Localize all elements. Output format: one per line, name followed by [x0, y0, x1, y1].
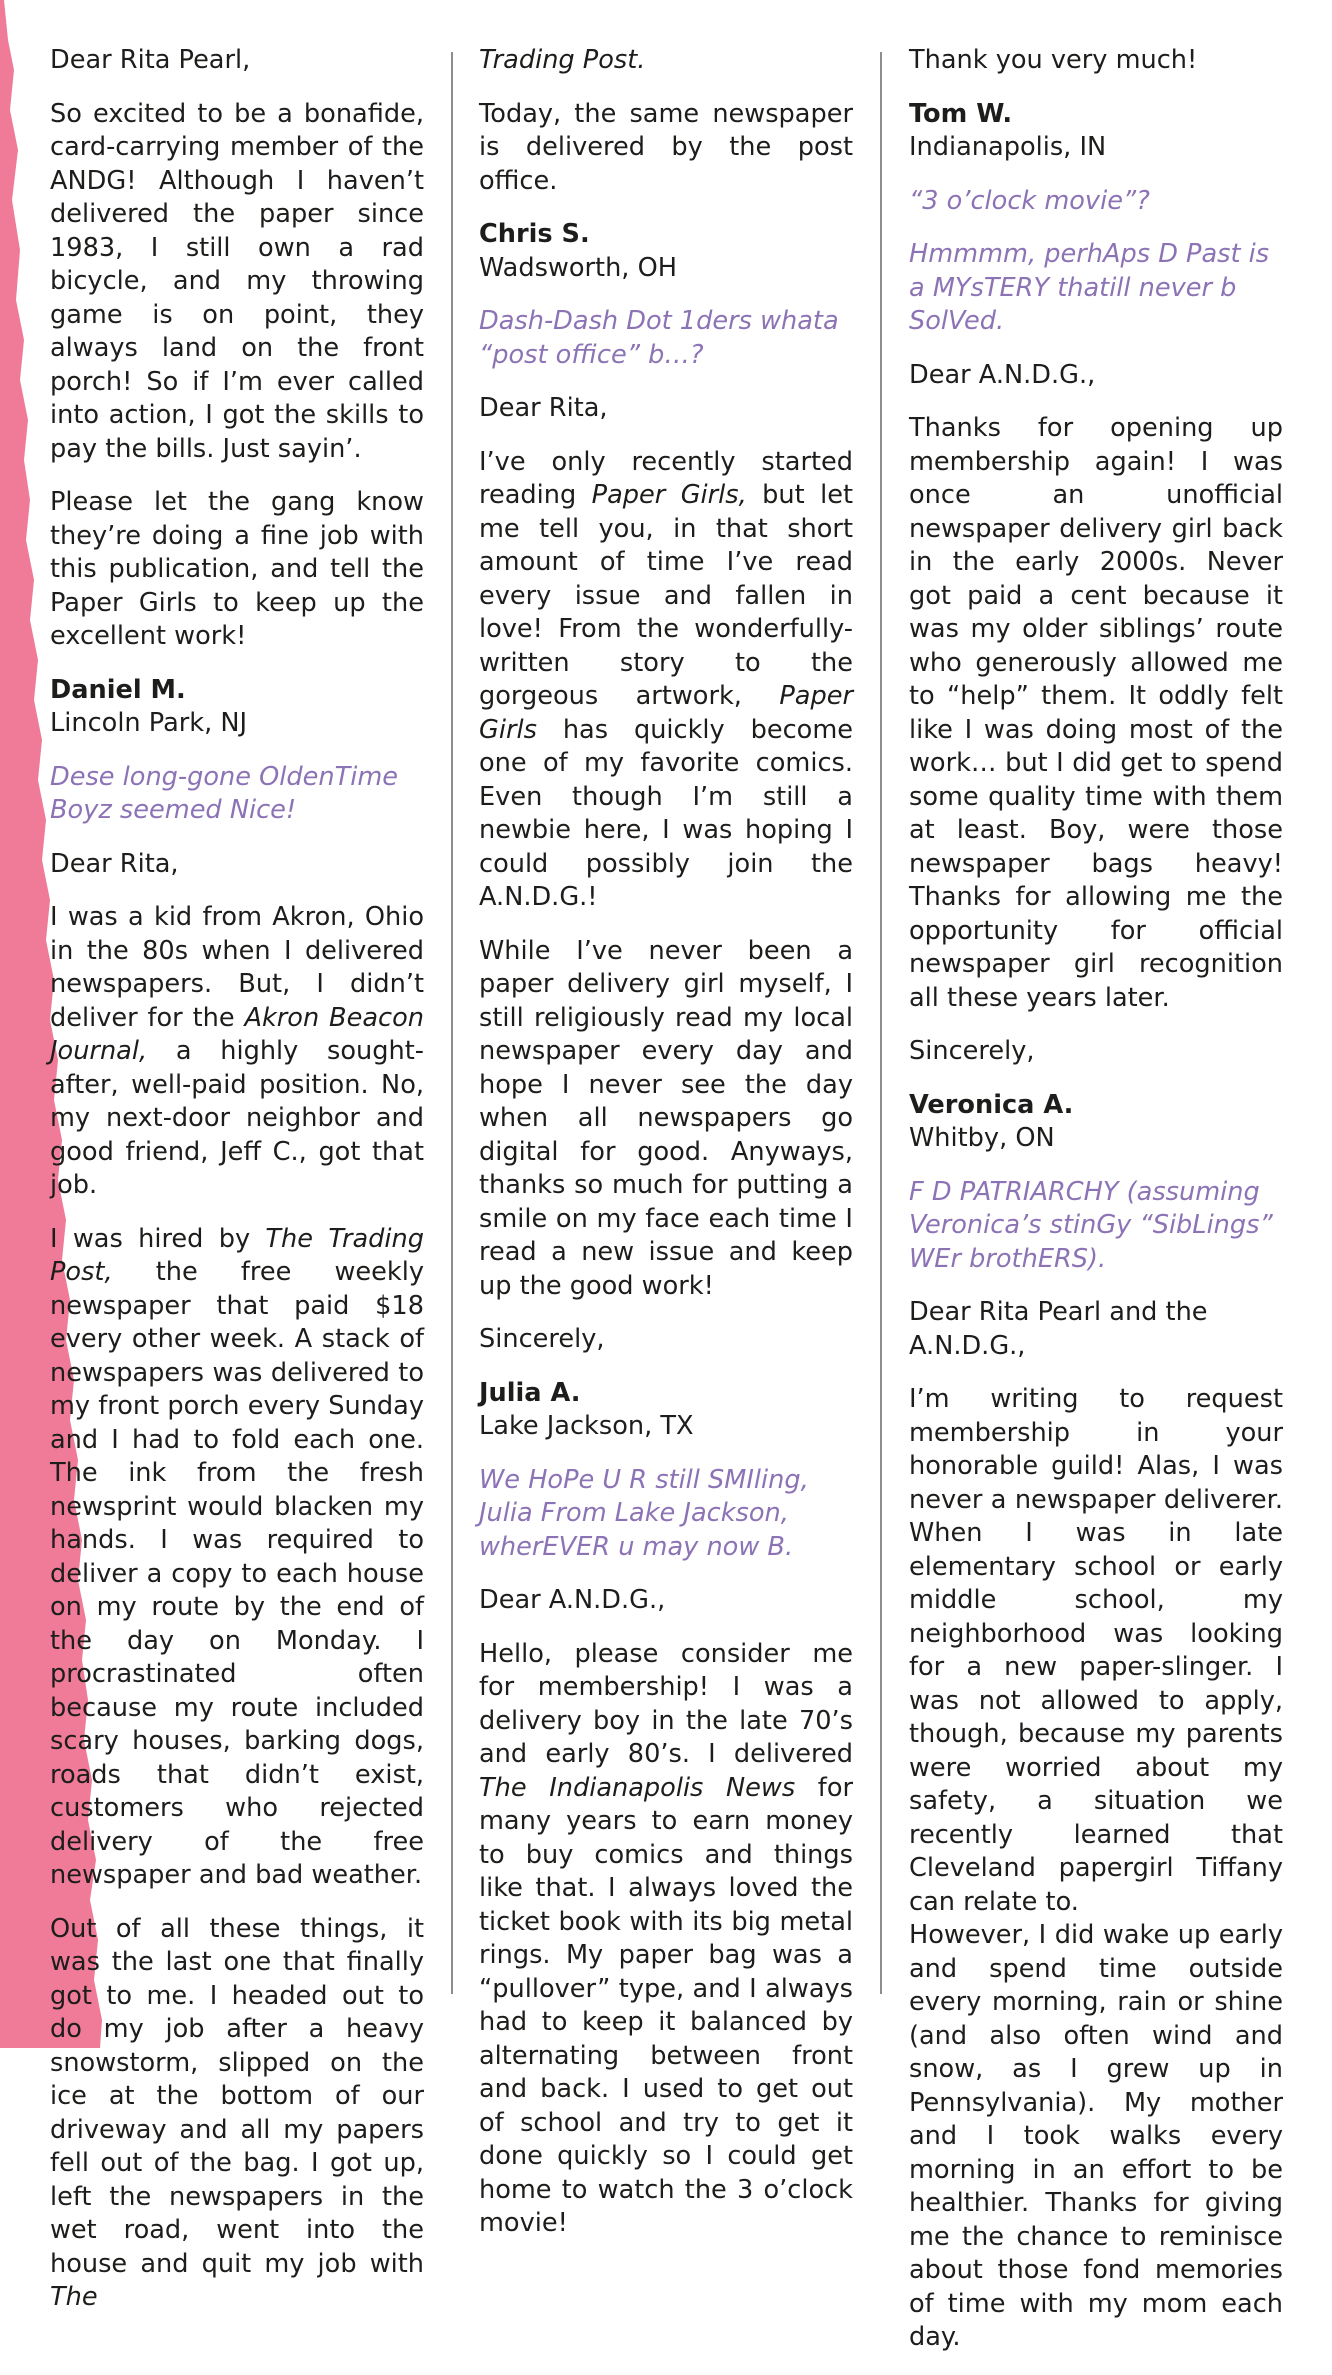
letter-signature-name: Tom W.	[909, 98, 1013, 129]
letter-signature-place: Whitby, ON	[909, 1123, 1055, 1153]
letter-paragraph: However, I did wake up early and spend time outside every morning, rain or shine (and also often wind and snow, as I grew up in Pennsylvania). My mother and I took walks every morning in an effort to be healthier. Thanks for giving me the chance to reminisce about those fond memories of time with my mom each day.	[909, 1920, 1283, 2352]
letter-signature-name: Chris S.	[479, 219, 590, 249]
letter-salutation: Dear A.N.D.G.,	[909, 359, 1096, 390]
letter-closing: Sincerely,	[909, 1036, 1035, 1066]
letter-signature-place: Indianapolis, IN	[909, 132, 1107, 162]
letter-paragraph: Thanks for opening up membership again! I was once an unofficial newspaper delivery girl back in the early 2000s. Never got paid a cent because it was my older siblings’ route who generously allowed me to “help” them. It oddly felt like I was doing most of the work… but I did get to spend some quality time with them at least. Boy, were those newspaper bags heavy! Thanks for allowing me the opportunity for official newspaper girl recognition all these years later.	[909, 413, 1283, 1013]
letter-salutation: Dear Rita Pearl,	[50, 45, 251, 75]
letter-paragraph: I was a kid from Akron, Ohio in the 80s when I delivered newspapers. But, I didn’t deliver for the Akron Beacon Journal, a highly sought-after, well-paid position. No, my next-door neighbor and good friend, Jeff C., got that job.	[50, 902, 424, 1200]
letter-signature-name: Julia A.	[479, 1377, 581, 1408]
letter-closing: Sincerely,	[479, 1324, 605, 1354]
letter-paragraph: While I’ve never been a paper delivery girl myself, I still religiously read my local newspaper every day and hope I never see the day when all newspapers go digital for good. Anyways, thanks so much for putting a smile on my face each time I read a new issue and keep up the good work!	[479, 935, 853, 1301]
letter-salutation: Dear Rita,	[479, 393, 608, 423]
editor-reply: Dese long-gone OldenTime Boyz seemed Nice!	[50, 761, 399, 825]
letter-paragraph: So excited to be a bonafide, card-carrying member of the ANDG! Although I haven’t delivered the paper since 1983, I still own a rad bicycle, and my throwing game is on point, they always land on the front porch! So if I’m ever called into action, I got the skills to pay the bills. Just sayin’.	[50, 98, 424, 464]
letter-signature-name: Daniel M.	[50, 674, 186, 705]
letter-paragraph: Out of all these things, it was the last one that finally got to me. I headed out to do my job after a heavy snowstorm, slipped on the ice at the bottom of our driveway and all my papers fell out of the bag. I got up, left the newspapers in the wet road, went into the house and quit my job with The	[50, 1913, 424, 2312]
letter-closing: Thank you very much!	[909, 45, 1198, 75]
column-divider	[451, 52, 453, 1994]
letter-signature-name: Veronica A.	[909, 1089, 1074, 1120]
letter-signature-place: Lake Jackson, TX	[479, 1411, 694, 1441]
letter-paragraph: Hello, please consider me for membership! I was a delivery boy in the late 70’s and early 80’s. I delivered The Indianapolis News for many years to earn money to buy comics and things like that. I always loved the ticket book with its big metal rings. My paper bag was a “pullover” type, and I always had to keep it balanced by alternating between front and back. I used to get out of school and try to get it done quickly so I could get home to watch the 3 o’clock movie!	[479, 1638, 853, 2238]
editor-reply: Hmmmm, perhAps D Past is a MYsTERY thatill never b SolVed.	[909, 239, 1270, 336]
column-divider	[880, 52, 882, 1994]
letter-paragraph: I’m writing to request membership in your honorable guild! Alas, I was never a newspaper deliverer. When I was in late elementary school or early middle school, my neighborhood was looking for a new paper-slinger. I was not allowed to apply, though, because my parents were worried about my safety, a situation we recently learned that Cleveland papergirl Tiffany can relate to.	[909, 1384, 1283, 1917]
letter-paragraph: Please let the gang know they’re doing a fine job with this publication, and tell the Paper Girls to keep up the excellent work!	[50, 487, 424, 651]
letter-paragraph-continued: Trading Post.	[479, 45, 646, 75]
editor-reply: F D PATRIARCHY (assuming Veronica’s stinGy “SibLings” WEr brothERS).	[909, 1176, 1273, 1274]
editor-reply: “3 o’clock movie”?	[909, 185, 1150, 216]
letter-paragraph: Today, the same newspaper is delivered by the post office.	[479, 98, 853, 196]
letter-signature-place: Wadsworth, OH	[479, 252, 677, 283]
column-3	[909, 44, 1283, 2375]
column-1	[50, 44, 424, 2315]
letter-signature-place: Lincoln Park, NJ	[50, 708, 248, 738]
letter-paragraph: I’ve only recently started reading Paper Girls, but let me tell you, in that short amount of time I’ve read every issue and fallen in love! From the wonderfully-written story to the gorgeous artwork, Paper Girls has quickly become one of my favorite comics. Even though I’m still a newbie here, I was hoping I could possibly join the A.N.D.G.!	[479, 446, 853, 912]
editor-reply: Dash-Dash Dot 1ders whata “post office” b…?	[479, 306, 839, 370]
letter-salutation: Dear Rita Pearl and the A.N.D.G.,	[909, 1297, 1208, 1361]
editor-reply: We HoPe U R still SMIling, Julia From Lake Jackson, wherEVER u may now B.	[479, 1464, 809, 1562]
letter-salutation: Dear A.N.D.G.,	[479, 1585, 666, 1615]
letter-paragraph: I was hired by The Trading Post, the free weekly newspaper that paid $18 every other week. A stack of newspapers was delivered to my front porch every Sunday and I had to fold each one. The ink from the fresh newsprint would blacken my hands. I was required to deliver a copy to each house on my route by the end of the day on Monday. I procrastinated often because my route included scary houses, barking dogs, roads that didn’t exist, customers who rejected delivery of the free newspaper and bad weather.	[50, 1223, 424, 1890]
column-2	[479, 44, 853, 2241]
letter-salutation: Dear Rita,	[50, 848, 179, 879]
